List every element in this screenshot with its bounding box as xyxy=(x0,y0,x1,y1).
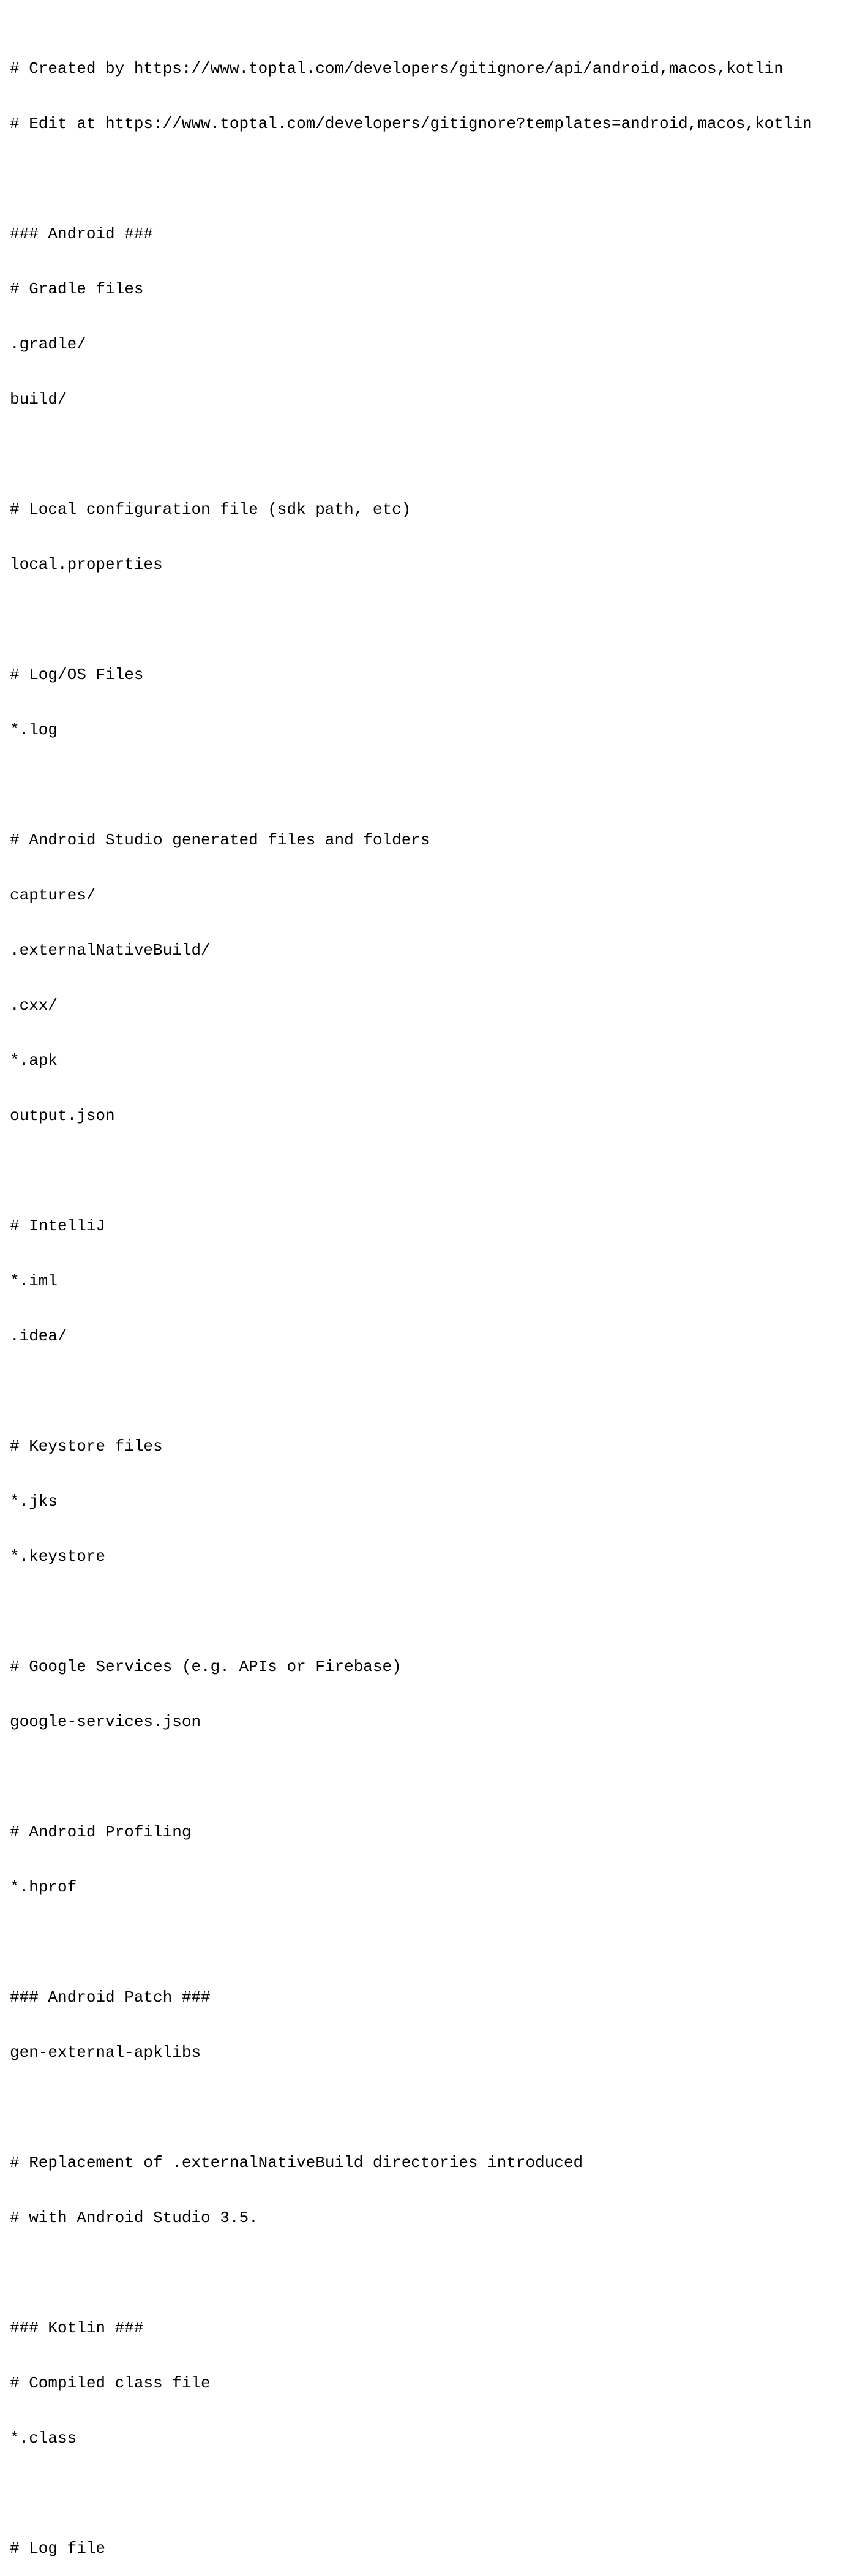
ignore-pattern-line: build/ xyxy=(10,390,67,408)
blank-line xyxy=(10,2484,812,2503)
blank-line xyxy=(10,1602,812,1621)
comment-line: # Created by https://www.toptal.com/developers/gitignore/api/android,macos,kotlin xyxy=(10,59,784,78)
section-header-line: ### Android Patch ### xyxy=(10,1988,211,2007)
comment-line: # Compiled class file xyxy=(10,2374,211,2392)
comment-line: # Android Profiling xyxy=(10,1823,192,1841)
comment-line: # Log/OS Files xyxy=(10,666,144,684)
ignore-pattern-line: *.keystore xyxy=(10,1547,106,1566)
ignore-pattern-line: .gradle/ xyxy=(10,335,86,353)
ignore-pattern-line: captures/ xyxy=(10,886,96,904)
blank-line xyxy=(10,445,812,464)
blank-line xyxy=(10,1382,812,1400)
blank-line xyxy=(10,776,812,794)
comment-line: # Local configuration file (sdk path, etc) xyxy=(10,500,411,519)
plain-text-file-view xyxy=(10,23,812,2576)
ignore-pattern-line: *.apk xyxy=(10,1051,58,1070)
ignore-pattern-line: *.hprof xyxy=(10,1878,77,1896)
blank-line xyxy=(10,2098,812,2117)
ignore-pattern-line: *.iml xyxy=(10,1272,58,1290)
blank-line xyxy=(10,170,812,188)
blank-line xyxy=(10,610,812,629)
comment-line: # Replacement of .externalNativeBuild directories introduced xyxy=(10,2154,583,2172)
comment-line: # Log file xyxy=(10,2539,106,2558)
ignore-pattern-line: .cxx/ xyxy=(10,996,58,1015)
blank-line xyxy=(10,1162,812,1180)
comment-line: # Android Studio generated files and folders xyxy=(10,831,430,849)
ignore-pattern-line: gen-external-apklibs xyxy=(10,2043,201,2062)
comment-line: # Edit at https://www.toptal.com/developers/gitignore?templates=android,macos,kotlin xyxy=(10,115,812,133)
blank-line xyxy=(10,1768,812,1786)
comment-line: # with Android Studio 3.5. xyxy=(10,2209,258,2227)
ignore-pattern-line: output.json xyxy=(10,1106,115,1125)
ignore-pattern-line: .externalNativeBuild/ xyxy=(10,941,211,959)
blank-line xyxy=(10,1933,812,1951)
ignore-pattern-line: *.class xyxy=(10,2429,77,2447)
section-header-line: ### Android ### xyxy=(10,225,154,243)
comment-line: # IntelliJ xyxy=(10,1217,106,1235)
comment-line: # Keystore files xyxy=(10,1437,163,1455)
comment-line: # Google Services (e.g. APIs or Firebase) xyxy=(10,1658,402,1676)
blank-line xyxy=(10,2264,812,2282)
ignore-pattern-line: google-services.json xyxy=(10,1713,201,1731)
section-header-line: ### Kotlin ### xyxy=(10,2319,144,2337)
ignore-pattern-line: .idea/ xyxy=(10,1327,67,1345)
ignore-pattern-line: local.properties xyxy=(10,555,163,574)
comment-line: # Gradle files xyxy=(10,280,144,298)
ignore-pattern-line: *.log xyxy=(10,721,58,739)
ignore-pattern-line: *.jks xyxy=(10,1492,58,1511)
